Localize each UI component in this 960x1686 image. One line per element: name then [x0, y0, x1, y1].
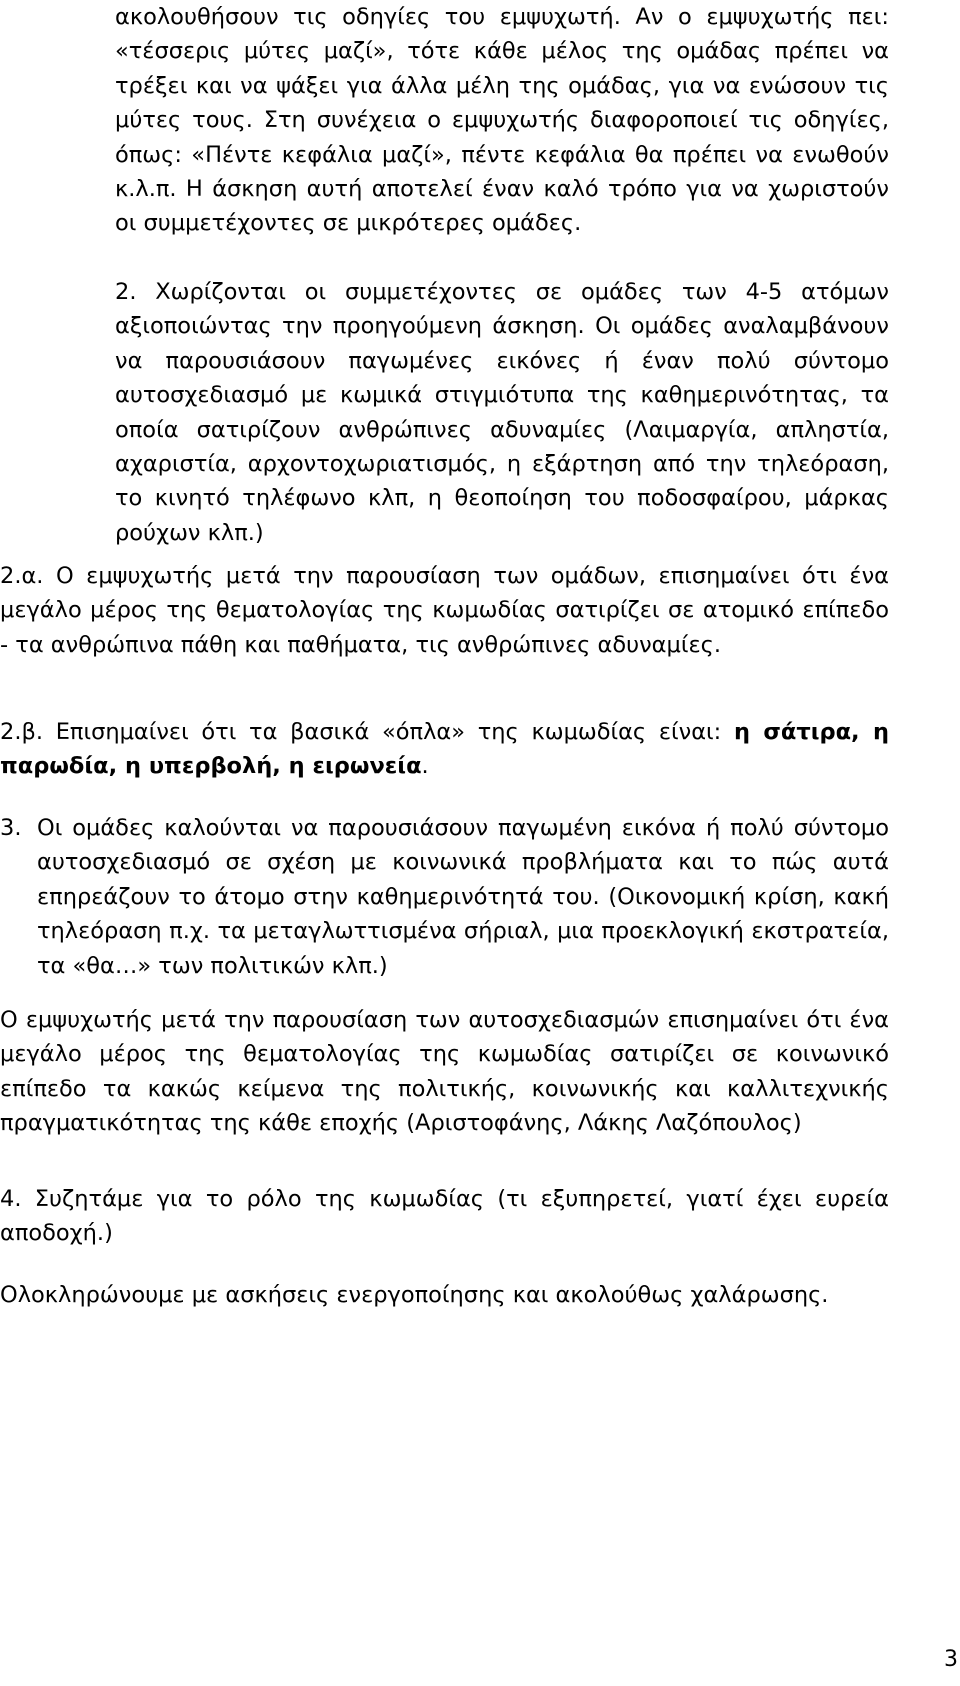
paragraph-closing: Ολοκληρώνουμε με ασκήσεις ενεργοποίησης και ακολούθως χαλάρωσης.	[0, 1282, 829, 1308]
paragraph-social-satire: Ο εμψυχωτής μετά την παρουσίαση των αυτοσχεδιασμών επισημαίνει ότι ένα μεγάλο μέρος της θεματολογίας της κωμωδίας σατιρίζει σε κοινωνικό επίπεδο τα κακώς κείμενα της πολιτικής, κοινωνικής και καλλιτεχνικής πραγματικότητας της κάθε εποχής (Αριστοφάνης, Λάκης Λαζόπουλος)	[0, 1007, 889, 1137]
step-2b-period: .	[421, 753, 429, 780]
page-number: 3	[944, 1647, 958, 1672]
step-3-number: 3.	[0, 815, 22, 841]
paragraph-step-2b	[0, 715, 889, 784]
paragraph-intro: ακολουθήσουν τις οδηγίες του εμψυχωτή. Αν ο εμψυχωτής πει: «τέσσερις μύτες μαζί», τότε κάθε μέλος της ομάδας πρέπει να τρέξει και να ψάξει για άλλα μέλη της ομάδας, για να ενώσουν τις μύτες τους. Στη συνέχεια ο εμψυχωτής διαφοροποιεί τις οδηγίες, όπως: «Πέντε κεφάλια μαζί», πέντε κεφάλια θα πρέπει να ενωθούν κ.λ.π. Η άσκηση αυτή αποτελεί έναν καλό τρόπο για να χωριστούν οι συμμετέχοντες σε μικρότερες ομάδες.	[115, 4, 889, 237]
paragraph-step-4: 4. Συζητάμε για το ρόλο της κωμωδίας (τι εξυπηρετεί, γιατί έχει ευρεία αποδοχή.)	[0, 1186, 889, 1247]
paragraph-step-2a: 2.α. Ο εμψυχωτής μετά την παρουσίαση των ομάδων, επισημαίνει ότι ένα μεγάλο μέρος της θεματολογίας της κωμωδίας σατιρίζει σε ατομικό επίπεδο - τα ανθρώπινα πάθη και παθήματα, τις ανθρώπινες αδυναμίες.	[0, 563, 889, 658]
step-3-text: Οι ομάδες καλούνται να παρουσιάσουν παγωμένη εικόνα ή πολύ σύντομο αυτοσχεδιασμό σε σχέση με κοινωνικά προβλήματα και το πώς αυτά επηρεάζουν το άτομο στην καθημερινότητά του. (Οικονομική κρίση, κακή τηλεόραση π.χ. τα μεταγλωττισμένα σήριαλ, μια προεκλογική εκστρατεία, τα «θα…» των πολιτικών κλπ.)	[37, 815, 889, 979]
step-2b-text: 2.β. Επισημαίνει ότι τα βασικά «όπλα» της κωμωδίας είναι:	[0, 719, 734, 745]
paragraph-step-2: 2. Χωρίζονται οι συμμετέχοντες σε ομάδες των 4-5 ατόμων αξιοποιώντας την προηγούμενη άσκηση. Οι ομάδες αναλαμβάνουν να παρουσιάσουν παγωμένες εικόνες ή έναν πολύ σύντομο αυτοσχεδιασμό με κωμικά στιγμιότυπα της καθημερινότητας, τα οποία σατιρίζουν ανθρώπινες αδυναμίες (Λαιμαργία, απληστία, αχαριστία, αρχοντοχωριατισμός, η εξάρτηση από την τηλεόραση, το κινητό τηλέφωνο κλπ, η θεοποίηση του ποδοσφαίρου, μάρκας ρούχων κλπ.)	[115, 279, 889, 546]
comedy-weapons-bold: η σάτιρα, η παρωδία, η υπερβολή, η ειρωνεία	[0, 719, 890, 780]
paragraph-step-3	[0, 811, 889, 979]
